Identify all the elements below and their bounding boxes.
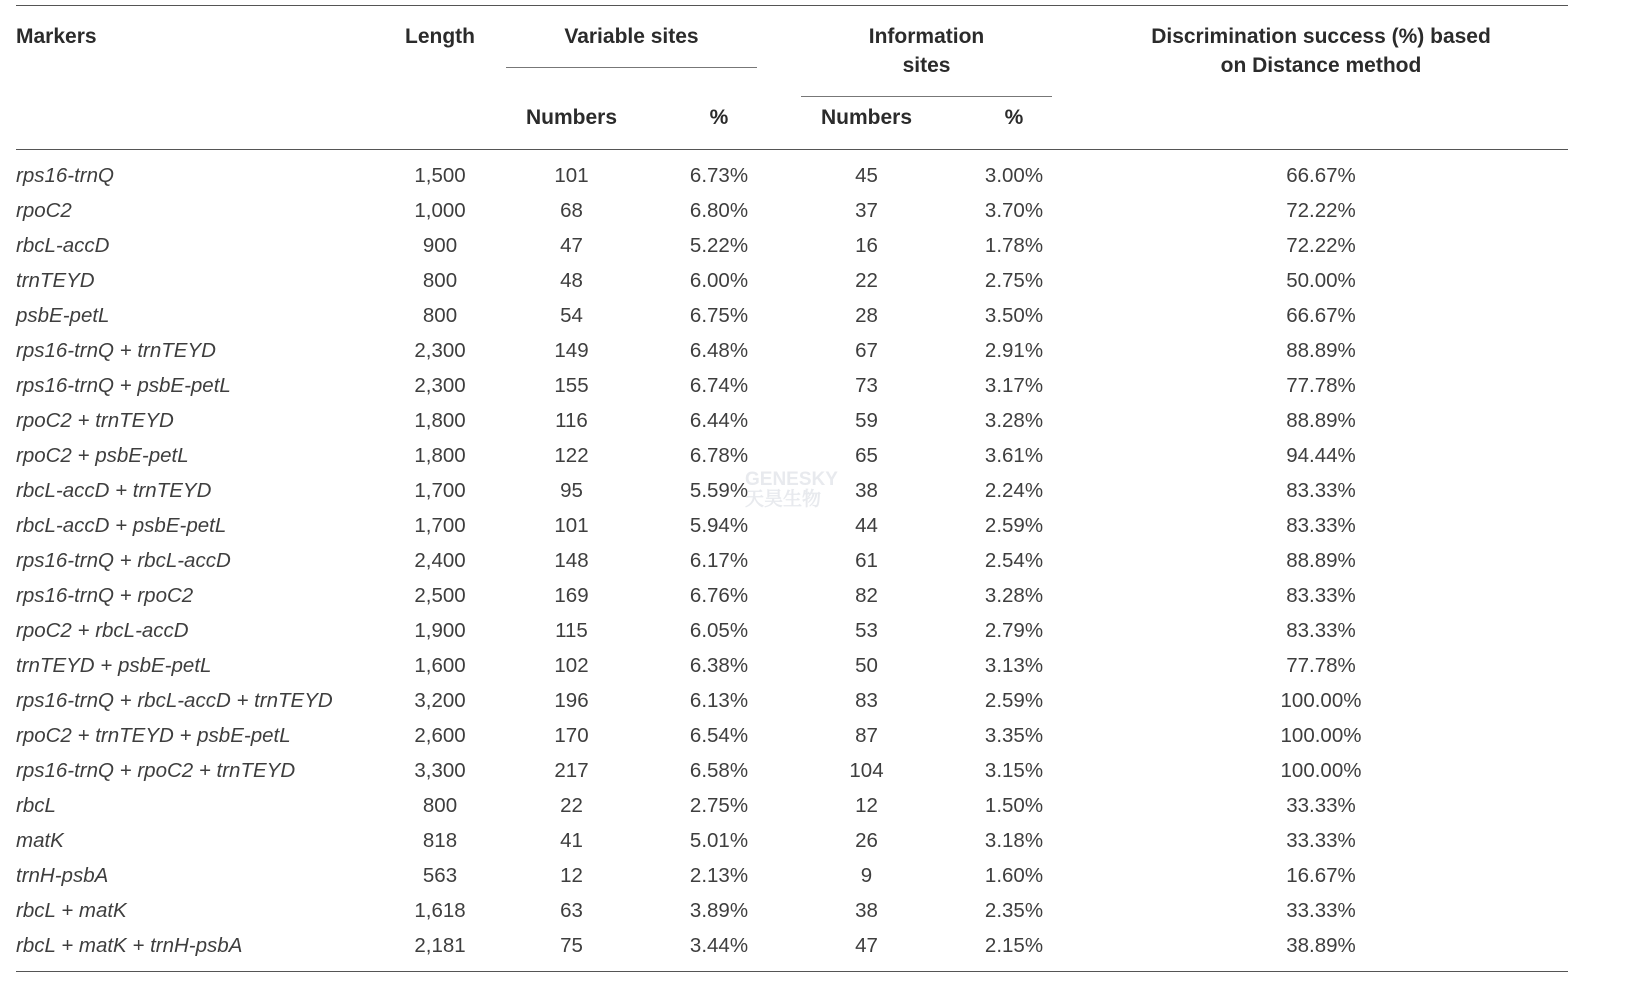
cell-variable-percent: 2.13% — [689, 864, 749, 887]
cell-information-percent: 2.24% — [984, 479, 1044, 502]
cell-variable-percent: 6.54% — [689, 724, 749, 747]
cell-discrimination: 83.33% — [1286, 584, 1356, 607]
cell-information-percent: 2.54% — [984, 549, 1044, 572]
table-row — [16, 683, 1568, 718]
cell-marker: rps16-trnQ + trnTEYD — [16, 339, 216, 362]
cell-length: 1,900 — [414, 619, 466, 642]
table-row — [16, 193, 1568, 228]
cell-variable-percent: 6.74% — [689, 374, 749, 397]
cell-marker: rpoC2 + psbE-petL — [16, 444, 189, 467]
cell-marker: rbcL + matK + trnH-psbA — [16, 934, 243, 957]
cell-variable-numbers: 47 — [560, 234, 583, 257]
cell-variable-numbers: 48 — [560, 269, 583, 292]
cell-discrimination: 83.33% — [1286, 619, 1356, 642]
header-variable-sites-group — [484, 6, 779, 97]
table-row — [16, 648, 1568, 683]
header-information-sites: Information sites — [868, 25, 985, 77]
cell-variable-numbers: 170 — [554, 724, 589, 747]
cell-marker: rps16-trnQ + rbcL-accD + trnTEYD — [16, 689, 333, 712]
cell-variable-numbers: 148 — [554, 549, 589, 572]
cell-marker: psbE-petL — [16, 304, 110, 327]
cell-information-numbers: 50 — [855, 654, 878, 677]
header-discrimination — [1074, 6, 1568, 149]
cell-length: 800 — [422, 794, 458, 817]
header-information-sites-group — [779, 6, 1074, 97]
cell-information-numbers: 12 — [855, 794, 878, 817]
table-row — [16, 823, 1568, 858]
marker-discrimination-table — [16, 6, 1568, 963]
cell-marker: rbcL-accD — [16, 234, 110, 257]
cell-variable-percent: 6.38% — [689, 654, 749, 677]
cell-variable-percent: 2.75% — [689, 794, 749, 817]
cell-information-percent: 3.00% — [984, 164, 1044, 187]
cell-information-percent: 3.35% — [984, 724, 1044, 747]
cell-variable-numbers: 75 — [560, 934, 583, 957]
cell-discrimination: 33.33% — [1286, 899, 1356, 922]
cell-information-percent: 3.61% — [984, 444, 1044, 467]
table-row — [16, 543, 1568, 578]
cell-variable-numbers: 101 — [554, 514, 589, 537]
cell-length: 1,800 — [414, 409, 466, 432]
cell-information-percent: 3.50% — [984, 304, 1044, 327]
cell-information-percent: 2.79% — [984, 619, 1044, 642]
cell-variable-percent: 6.13% — [689, 689, 749, 712]
cell-variable-numbers: 217 — [554, 759, 589, 782]
cell-information-numbers: 37 — [855, 199, 878, 222]
table-row — [16, 858, 1568, 893]
cell-marker: rbcL — [16, 794, 56, 817]
cell-variable-percent: 6.48% — [689, 339, 749, 362]
cell-marker: rps16-trnQ + rpoC2 — [16, 584, 194, 607]
header-information-percent: % — [1004, 105, 1024, 129]
cell-variable-numbers: 115 — [555, 619, 588, 642]
cell-length: 2,300 — [414, 374, 466, 397]
table-row — [16, 150, 1568, 193]
table-row — [16, 368, 1568, 403]
cell-discrimination: 38.89% — [1286, 934, 1356, 957]
cell-information-percent: 3.28% — [984, 409, 1044, 432]
cell-information-numbers: 22 — [855, 269, 878, 292]
cell-information-numbers: 44 — [855, 514, 878, 537]
cell-information-numbers: 67 — [855, 339, 878, 362]
cell-discrimination: 66.67% — [1286, 164, 1356, 187]
cell-length: 900 — [422, 234, 458, 257]
cell-variable-percent: 6.75% — [689, 304, 749, 327]
cell-information-numbers: 45 — [855, 164, 878, 187]
cell-information-percent: 2.91% — [984, 339, 1044, 362]
cell-information-numbers: 59 — [855, 409, 878, 432]
cell-marker: rps16-trnQ + rbcL-accD — [16, 549, 231, 572]
cell-discrimination: 100.00% — [1280, 689, 1362, 712]
cell-information-percent: 3.17% — [984, 374, 1044, 397]
header-variable-percent: % — [709, 105, 729, 129]
table-row — [16, 403, 1568, 438]
table-row — [16, 263, 1568, 298]
cell-information-percent: 3.28% — [984, 584, 1044, 607]
cell-information-numbers: 38 — [855, 479, 878, 502]
cell-variable-percent: 6.05% — [689, 619, 749, 642]
header-length: Length — [405, 25, 475, 48]
watermark-line-1: GENESKY — [745, 469, 838, 490]
cell-discrimination: 66.67% — [1286, 304, 1356, 327]
cell-information-numbers: 65 — [855, 444, 878, 467]
data-table-container — [16, 5, 1568, 972]
cell-length: 3,300 — [414, 759, 466, 782]
cell-variable-numbers: 155 — [554, 374, 589, 397]
cell-information-numbers: 38 — [855, 899, 878, 922]
table-row — [16, 228, 1568, 263]
table-row — [16, 613, 1568, 648]
cell-discrimination: 94.44% — [1286, 444, 1356, 467]
cell-discrimination: 100.00% — [1280, 759, 1362, 782]
cell-discrimination: 50.00% — [1286, 269, 1356, 292]
cell-length: 1,000 — [414, 199, 466, 222]
cell-marker: trnH-psbA — [16, 864, 109, 887]
table-row — [16, 438, 1568, 473]
cell-marker: trnTEYD — [16, 269, 95, 292]
cell-information-numbers: 82 — [855, 584, 878, 607]
table-body — [16, 150, 1568, 963]
cell-information-numbers: 28 — [855, 304, 878, 327]
cell-variable-numbers: 102 — [554, 654, 589, 677]
cell-length: 563 — [422, 864, 458, 887]
cell-length: 1,700 — [414, 479, 466, 502]
cell-information-numbers: 47 — [855, 934, 878, 957]
cell-variable-percent: 5.01% — [689, 829, 749, 852]
cell-discrimination: 33.33% — [1286, 829, 1356, 852]
table-row — [16, 333, 1568, 368]
cell-variable-numbers: 22 — [560, 794, 583, 817]
cell-length: 1,500 — [414, 164, 466, 187]
cell-information-numbers: 53 — [855, 619, 878, 642]
cell-variable-numbers: 54 — [560, 304, 583, 327]
table-row — [16, 753, 1568, 788]
cell-variable-numbers: 116 — [555, 409, 588, 432]
cell-discrimination: 77.78% — [1286, 374, 1356, 397]
cell-information-numbers: 9 — [860, 864, 873, 887]
table-row — [16, 508, 1568, 543]
cell-variable-percent: 6.00% — [689, 269, 749, 292]
cell-information-percent: 1.50% — [984, 794, 1044, 817]
cell-length: 1,600 — [414, 654, 466, 677]
cell-length: 1,618 — [414, 899, 466, 922]
cell-length: 818 — [422, 829, 458, 852]
cell-information-numbers: 61 — [855, 549, 878, 572]
table-row — [16, 473, 1568, 508]
cell-variable-percent: 6.58% — [689, 759, 749, 782]
cell-variable-numbers: 68 — [560, 199, 583, 222]
cell-marker: rps16-trnQ — [16, 164, 114, 187]
cell-discrimination: 72.22% — [1286, 199, 1356, 222]
cell-variable-numbers: 95 — [560, 479, 583, 502]
cell-variable-percent: 6.78% — [689, 444, 749, 467]
cell-information-percent: 1.60% — [984, 864, 1044, 887]
cell-discrimination: 83.33% — [1286, 479, 1356, 502]
cell-information-percent: 1.78% — [984, 234, 1044, 257]
cell-information-percent: 2.59% — [984, 514, 1044, 537]
cell-information-percent: 3.18% — [984, 829, 1044, 852]
cell-length: 1,700 — [414, 514, 466, 537]
cell-marker: rps16-trnQ + rpoC2 + trnTEYD — [16, 759, 296, 782]
cell-variable-numbers: 63 — [560, 899, 583, 922]
cell-length: 800 — [422, 269, 458, 292]
cell-discrimination: 72.22% — [1286, 234, 1356, 257]
cell-variable-numbers: 41 — [560, 829, 583, 852]
cell-variable-numbers: 101 — [554, 164, 589, 187]
cell-length: 2,400 — [414, 549, 466, 572]
cell-variable-percent: 6.73% — [689, 164, 749, 187]
cell-discrimination: 100.00% — [1280, 724, 1362, 747]
table-row — [16, 788, 1568, 823]
cell-marker: rps16-trnQ + psbE-petL — [16, 374, 231, 397]
cell-marker: rbcL-accD + trnTEYD — [16, 479, 212, 502]
cell-information-percent: 2.15% — [984, 934, 1044, 957]
watermark-line-2: 天昊生物 — [745, 489, 822, 510]
cell-marker: rpoC2 + rbcL-accD — [16, 619, 189, 642]
header-information-numbers: Numbers — [820, 105, 913, 129]
cell-discrimination: 83.33% — [1286, 514, 1356, 537]
cell-discrimination: 33.33% — [1286, 794, 1356, 817]
header-variable-numbers: Numbers — [525, 105, 618, 129]
cell-variable-numbers: 196 — [554, 689, 589, 712]
cell-length: 2,300 — [414, 339, 466, 362]
cell-discrimination: 88.89% — [1286, 339, 1356, 362]
cell-information-percent: 3.15% — [984, 759, 1044, 782]
cell-marker: rpoC2 + trnTEYD — [16, 409, 174, 432]
cell-information-percent: 3.70% — [984, 199, 1044, 222]
cell-information-numbers: 87 — [855, 724, 878, 747]
cell-marker: rbcL-accD + psbE-petL — [16, 514, 227, 537]
cell-discrimination: 77.78% — [1286, 654, 1356, 677]
cell-length: 3,200 — [414, 689, 466, 712]
cell-information-percent: 3.13% — [984, 654, 1044, 677]
cell-marker: trnTEYD + psbE-petL — [16, 654, 212, 677]
cell-information-numbers: 16 — [855, 234, 878, 257]
cell-length: 800 — [422, 304, 458, 327]
header-markers: Markers — [16, 25, 97, 48]
cell-information-percent: 2.35% — [984, 899, 1044, 922]
cell-information-percent: 2.59% — [984, 689, 1044, 712]
table-bottom-rule — [16, 971, 1568, 972]
cell-variable-percent: 6.17% — [689, 549, 749, 572]
cell-variable-percent: 6.44% — [689, 409, 749, 432]
cell-information-numbers: 73 — [855, 374, 878, 397]
cell-length: 1,800 — [414, 444, 466, 467]
cell-discrimination: 88.89% — [1286, 549, 1356, 572]
cell-marker: matK — [16, 829, 64, 852]
cell-variable-numbers: 12 — [560, 864, 583, 887]
cell-variable-percent: 5.59% — [689, 479, 749, 502]
cell-length: 2,181 — [414, 934, 466, 957]
cell-variable-percent: 3.44% — [689, 934, 749, 957]
table-row — [16, 718, 1568, 753]
cell-variable-percent: 3.89% — [689, 899, 749, 922]
cell-length: 2,500 — [414, 584, 466, 607]
cell-marker: rpoC2 — [16, 199, 72, 222]
cell-variable-percent: 6.80% — [689, 199, 749, 222]
cell-information-percent: 2.75% — [984, 269, 1044, 292]
cell-information-numbers: 104 — [849, 759, 884, 782]
cell-variable-percent: 6.76% — [689, 584, 749, 607]
cell-variable-percent: 5.22% — [689, 234, 749, 257]
cell-variable-numbers: 122 — [554, 444, 589, 467]
cell-information-numbers: 83 — [855, 689, 878, 712]
cell-discrimination: 16.67% — [1286, 864, 1356, 887]
cell-information-numbers: 26 — [855, 829, 878, 852]
header-variable-sites: Variable sites — [564, 25, 699, 48]
cell-marker: rpoC2 + trnTEYD + psbE-petL — [16, 724, 291, 747]
table-row — [16, 928, 1568, 963]
table-row — [16, 893, 1568, 928]
cell-variable-percent: 5.94% — [689, 514, 749, 537]
cell-variable-numbers: 149 — [554, 339, 589, 362]
cell-marker: rbcL + matK — [16, 899, 127, 922]
header-discrimination-text: Discrimination success (%) based on Distance method — [1151, 25, 1491, 77]
table-row — [16, 578, 1568, 613]
cell-discrimination: 88.89% — [1286, 409, 1356, 432]
cell-variable-numbers: 169 — [554, 584, 589, 607]
table-row — [16, 298, 1568, 333]
cell-length: 2,600 — [414, 724, 466, 747]
